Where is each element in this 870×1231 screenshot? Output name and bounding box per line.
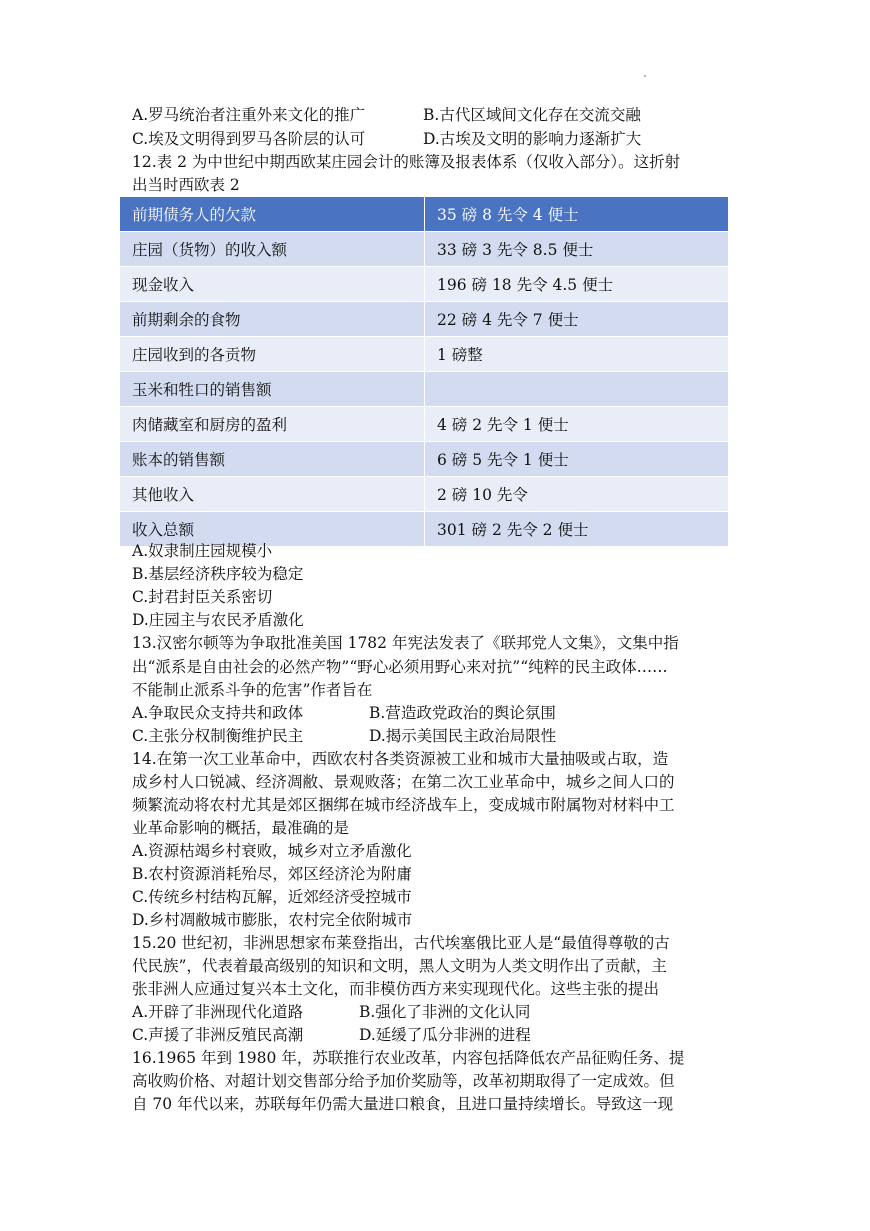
table-cell-item: 庄园（货物）的收入额 [120, 232, 425, 267]
table-row [120, 197, 729, 232]
q13-stem-line-1: 13.汉密尔顿等为争取批准美国 1782 年宪法发表了《联邦党人文集》，文集中指 [132, 634, 679, 652]
q14-option-c: C.传统乡村结构瓦解，近郊经济受控城市 [132, 888, 412, 906]
table-row [120, 302, 729, 337]
q13-option-b: B.营造政党政治的舆论氛围 [369, 704, 556, 722]
q13-option-c: C.主张分权制衡维护民主 [132, 727, 304, 745]
scan-speck [644, 75, 646, 77]
q15-stem-line-3: 张非洲人应通过复兴本土文化，而非模仿西方来实现现代化。这些主张的提出 [132, 980, 660, 998]
q14-stem-line-4: 业革命影响的概括，最准确的是 [132, 819, 350, 837]
q12-stem-line-1: 12.表 2 为中世纪中期西欧某庄园会计的账簿及报表体系（仅收入部分）。这折射 [132, 153, 681, 171]
table-cell-amount: 4 磅 2 先令 1 便士 [425, 407, 729, 442]
q14-option-b: B.农村资源消耗殆尽，郊区经济沦为附庸 [132, 865, 412, 883]
table-cell-item: 其他收入 [120, 477, 425, 512]
q14-stem-line-1: 14.在第一次工业革命中，西欧农村各类资源被工业和城市大量抽吸或占取，造 [132, 750, 669, 768]
q16-stem-line-2: 高收购价格、对超计划交售部分给予加价奖励等，改革初期取得了一定成效。但 [132, 1072, 675, 1090]
q13-option-d: D.揭示美国民主政治局限性 [369, 727, 557, 745]
table-row [120, 442, 729, 477]
q16-stem-line-3: 自 70 年代以来，苏联每年仍需大量进口粮食，且进口量持续增长。导致这一现 [132, 1095, 674, 1113]
q11-option-b: B.古代区域间文化存在交流交融 [423, 106, 641, 124]
q14-option-a: A.资源枯竭乡村衰败，城乡对立矛盾激化 [132, 842, 412, 860]
table-cell-item: 前期债务人的欠款 [120, 197, 425, 232]
q12-option-d: D.庄园主与农民矛盾激化 [132, 611, 304, 629]
q12-option-a: A.奴隶制庄园规模小 [132, 542, 273, 560]
table-cell-item: 庄园收到的各贡物 [120, 337, 425, 372]
q13-option-a: A.争取民众支持共和政体 [132, 704, 304, 722]
table-cell-item: 肉储藏室和厨房的盈利 [120, 407, 425, 442]
q13-stem-line-3: 不能制止派系斗争的危害”作者旨在 [132, 681, 373, 699]
q12-option-c: C.封君封臣关系密切 [132, 588, 273, 606]
table-cell-amount: 2 磅 10 先令 [425, 477, 729, 512]
table-cell-item: 前期剩余的食物 [120, 302, 425, 337]
q11-option-c: C.埃及文明得到罗马各阶层的认可 [132, 130, 366, 148]
q14-stem-line-2: 成乡村人口锐减、经济凋敝、景观败落；在第二次工业革命中，城乡之间人口的 [132, 773, 675, 791]
q11-option-a: A.罗马统治者注重外来文化的推广 [132, 106, 366, 124]
table-row [120, 372, 729, 407]
table-cell-item: 现金收入 [120, 267, 425, 302]
table-row [120, 407, 729, 442]
table-cell-amount: 22 磅 4 先令 7 便士 [425, 302, 729, 337]
table-row [120, 337, 729, 372]
table-cell-amount: 6 磅 5 先令 1 便士 [425, 442, 729, 477]
q12-stem-line-2: 出当时西欧表 2 [132, 176, 240, 194]
table-row [120, 232, 729, 267]
table-cell-item: 玉米和牲口的销售额 [120, 372, 425, 407]
q15-option-c: C.声援了非洲反殖民高潮 [132, 1026, 304, 1044]
table-cell-item: 收入总额 [120, 512, 425, 547]
table-cell-amount: 35 磅 8 先令 4 便士 [425, 197, 729, 232]
table-row [120, 477, 729, 512]
table-cell-amount: 33 磅 3 先令 8.5 便士 [425, 232, 729, 267]
table-cell-amount [425, 372, 729, 407]
q13-stem-line-2: 出“派系是自由社会的必然产物”“野心必须用野心来对抗”“纯粹的民主政体…… [132, 658, 668, 676]
table-cell-item: 账本的销售额 [120, 442, 425, 477]
q14-stem-line-3: 频繁流动将农村尤其是郊区捆绑在城市经济战车上，变成城市附属物对材料中工 [132, 796, 675, 814]
q16-stem-line-1: 16.1965 年到 1980 年，苏联推行农业改革，内容包括降低农产品征购任务、提 [132, 1049, 685, 1067]
table-cell-amount: 196 磅 18 先令 4.5 便士 [425, 267, 729, 302]
table-cell-amount: 1 磅整 [425, 337, 729, 372]
q12-option-b: B.基层经济秩序较为稳定 [132, 565, 304, 583]
table-row [120, 267, 729, 302]
q15-option-d: D.延缓了瓜分非洲的进程 [359, 1026, 531, 1044]
q14-option-d: D.乡村凋敝城市膨胀，农村完全依附城市 [132, 911, 413, 929]
q15-stem-line-2: 代民族”，代表着最高级别的知识和文明，黑人文明为人类文明作出了贡献，主 [132, 957, 667, 975]
q15-option-a: A.开辟了非洲现代化道路 [132, 1003, 304, 1021]
income-table [120, 197, 729, 547]
q15-stem-line-1: 15.20 世纪初，非洲思想家布莱登指出，古代埃塞俄比亚人是“最值得尊敬的古 [132, 934, 670, 952]
q11-option-d: D.古埃及文明的影响力逐渐扩大 [423, 130, 642, 148]
table-cell-amount: 301 磅 2 先令 2 便士 [425, 512, 729, 547]
q15-option-b: B.强化了非洲的文化认同 [359, 1003, 531, 1021]
